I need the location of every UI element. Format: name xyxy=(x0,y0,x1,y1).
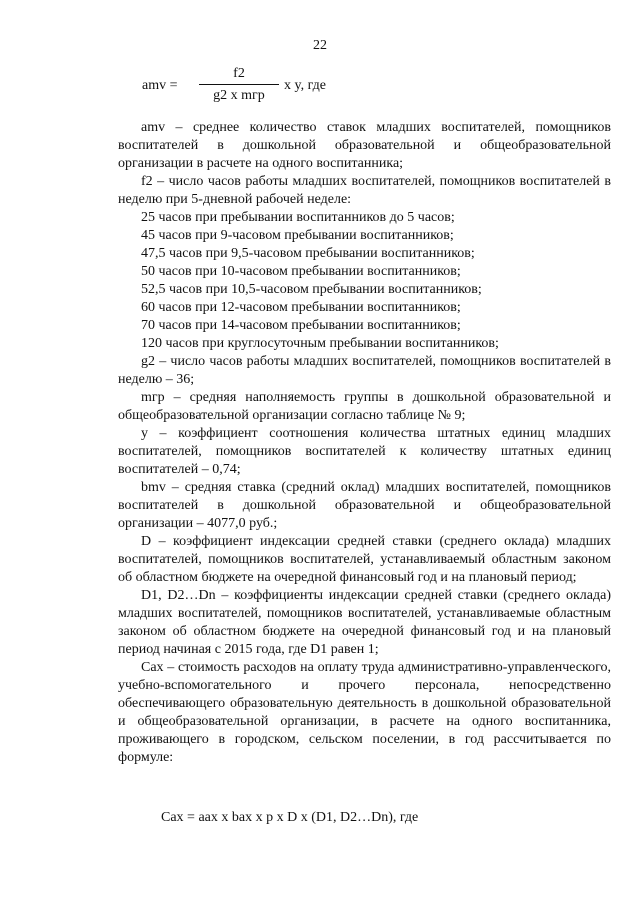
formula-cax: Cах = aах x bах x p x D x (D1, D2…Dn), где xyxy=(161,810,419,825)
formula-denominator: g2 x mгр xyxy=(213,88,265,103)
list-item-hours: 47,5 часов при 9,5-часовом пребывании воспитанников; xyxy=(141,246,475,261)
list-item-hours: 60 часов при 12-часовом пребывании воспитанников; xyxy=(141,300,461,315)
paragraph-d: D – коэффициент индексации средней ставки (среднего оклада) младших воспитателей, помощников воспитателей, устанавливаемый областным законом об областном бюджете на очередной финансовый год и на плановый период; xyxy=(118,534,611,585)
formula-lhs: amv = xyxy=(142,78,178,93)
paragraph-mgr: mгр – средняя наполняемость группы в дошкольной образовательной и общеобразовательной организации согласно таблице № 9; xyxy=(118,390,611,423)
formula-numerator: f2 xyxy=(233,66,245,81)
formula-fraction xyxy=(199,66,279,104)
paragraph-bmv-cont: организации – 4077,0 руб.; xyxy=(118,516,278,531)
paragraph-f2: f2 – число часов работы младших воспитателей, помощников воспитателей в неделю при 5-дневной рабочей неделе: xyxy=(118,174,611,207)
list-item-hours: 120 часов при круглосуточным пребывании воспитанников; xyxy=(141,336,499,351)
list-item-hours: 25 часов при пребывании воспитанников до 5 часов; xyxy=(141,210,455,225)
paragraph-d1-dn: D1, D2…Dn – коэффициенты индексации средней ставки (среднего оклада) младших воспитателей, помощников воспитателей, устанавливаемые областным законом об областном бюджете на очередной финансовый год и на плановый период начиная с 2015 года, где D1 равен 1; xyxy=(118,588,611,657)
paragraph-g2: g2 – число часов работы младших воспитателей, помощников воспитателей в неделю – 36; xyxy=(118,354,611,387)
list-item-hours: 70 часов при 14-часовом пребывании воспитанников; xyxy=(141,318,461,333)
fraction-bar xyxy=(199,84,279,85)
paragraph-amv: amv – среднее количество ставок младших воспитателей, помощников воспитателей в дошкольной образовательной и общеобразовательной организации в расчете на одного воспитанника; xyxy=(118,120,611,171)
list-item-hours: 45 часов при 9-часовом пребывании воспитанников; xyxy=(141,228,454,243)
paragraph-y: y – коэффициент соотношения количества штатных единиц младших воспитателей, помощников воспитателей к количеству штатных единиц воспитателей – 0,74; xyxy=(118,426,611,477)
list-item-hours: 52,5 часов при 10,5-часовом пребывании воспитанников; xyxy=(141,282,482,297)
page-number: 22 xyxy=(313,38,327,53)
formula-rhs: x y, где xyxy=(284,78,326,93)
paragraph-bmv: bmv – средняя ставка (средний оклад) младших воспитателей, помощников воспитателей в дошкольной образовательной и общеобразовательной xyxy=(118,480,611,513)
list-item-hours: 50 часов при 10-часовом пребывании воспитанников; xyxy=(141,264,461,279)
body-text xyxy=(118,119,611,767)
paragraph-cax: Cах – стоимость расходов на оплату труда административно-управленческого, учебно-вспомогательного и прочего персонала, непосредственно обеспечивающего образовательную деятельность в дошкольной образовательной и общеобразовательной организации, в расчете на одного воспитанника, проживающего в городском, сельском поселении, в год рассчитывается по формуле: xyxy=(118,660,611,765)
